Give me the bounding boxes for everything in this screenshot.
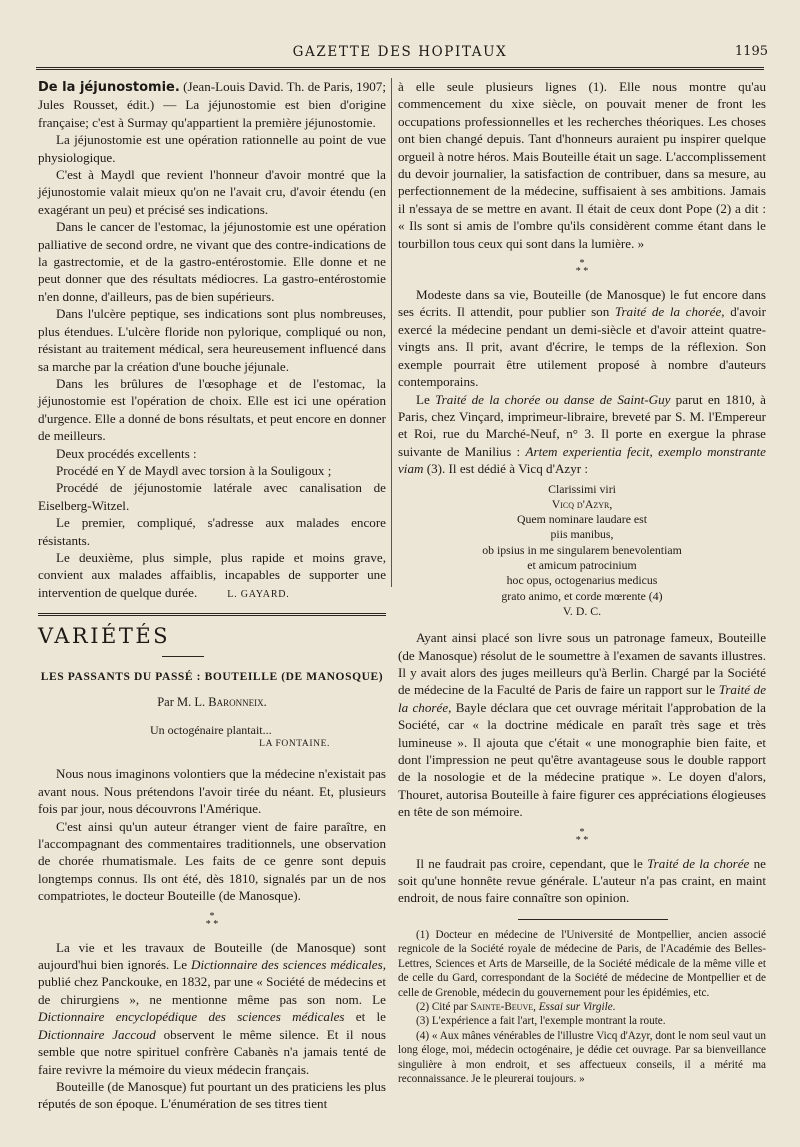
paragraph: C'est à Maydl que revient l'honneur d'avoir montré que la jéjunostomie valait mieux qu'on ne l'avait cru, d'avoir étendu (en exagérant un peu) et précisé ses indications. — [38, 167, 386, 217]
dedication-line: Clarissimi viri — [548, 481, 616, 496]
text: Il ne faudrait pas croire, cependant, que le — [416, 855, 648, 871]
dedication-line: ob ipsius in me singularem benevolentiam — [482, 542, 682, 557]
dedication-line: Quem nominare laudare est — [516, 512, 648, 527]
header-rule — [36, 67, 764, 70]
paragraph — [398, 286, 766, 390]
text: ne soit qu'une honnête revue générale. L'auteur n'a pas craint, en maint endroit, de nous faire connaître son opinion. — [398, 855, 766, 906]
text: , — [533, 1000, 539, 1013]
dedication-line: hoc opus, octogenarius medicus — [506, 573, 658, 588]
text: . — [612, 1000, 616, 1013]
author-name: Baronneix. — [208, 695, 267, 709]
paragraph: Procédé en Y de Maydl avec torsion à la Souligoux ; — [56, 462, 332, 478]
dedication-line: Vicq d'Azyr, — [551, 496, 613, 511]
footnote: (4) « Aux mânes vénérables de l'illustre Vicq d'Azyr, dont le nom seul vaut un long éloge, moi, médecin octogénaire, je dédie cet ouvrage. Par sa bienveillance singulière à mon endroit, et ses affectueux conseils, il a mérité ma reconnaissance. Je le pleurerai toujours. » — [398, 1029, 766, 1085]
paragraph — [38, 939, 386, 1078]
paragraph: Nous nous imaginons volontiers que la médecine n'existait pas avant nous. Nous prétendons l'avoir tirée du néant. Et, plusieurs fois par jour, nous découvrons l'Amérique. — [38, 766, 386, 817]
latin-quote: Artem experientia fecit, exemplo monstrante viam — [398, 443, 766, 477]
text: Le — [416, 391, 436, 407]
paragraph: C'est ainsi qu'un auteur étranger vient de faire paraître, en l'accompagnant des commentaires traditionnels, une observation de chorée rhumatismale. Les faits de ce genre sont depuis longtemps connus. Ils ont été, dès 1810, signalés par un de nos compatriotes, le docteur Bouteille (de Manosque). — [38, 818, 386, 904]
book-title: Traité de la chorée ou danse de Saint-Guy — [435, 391, 671, 407]
lead-citation: (Jean-Louis David. Th. de Paris, 1907; Jules Rousset, édit.) — La jéjunostomie est bien d'origine française; c'est à Surmay qu'appartient la première jéjunostomie. — [38, 79, 386, 130]
section-stars: * * * — [205, 910, 219, 930]
book-title: Dictionnaire des sciences médicales — [191, 957, 383, 973]
text: , publié chez Panckouke, en 1832, par une « Société de médecins et de chirurgiens », ne mentionne même pas son nom. Le — [38, 957, 386, 1007]
paragraph: La jéjunostomie est une opération rationnelle au point de vue physiologique. — [38, 132, 386, 165]
paragraph: Deux procédés excellents : — [56, 445, 197, 461]
text: observent le même silence. Et il nous semble que notre spirituel confrère Cabanès n'a jamais tenté de faire revivre la mémoire du vieux médecin français. — [38, 1026, 386, 1077]
text: La vie et les travaux de Bouteille (de Manosque) sont aujourd'hui bien ignorés. Le — [38, 939, 386, 973]
page-number: 1195 — [734, 44, 768, 59]
paragraph — [398, 391, 766, 478]
lead-paragraph — [38, 78, 386, 131]
text: (3). Il est dédié à Vicq d'Azyr : — [423, 461, 589, 477]
book-title: Essai sur Virgile — [538, 1000, 613, 1013]
epigraph-source: LA FONTAINE. — [259, 739, 330, 750]
epigraph-line: Un octogénaire plantait... — [150, 723, 272, 738]
book-title: Traité de la chorée — [398, 682, 767, 715]
book-title: Dictionnaire Jaccoud — [38, 1026, 156, 1042]
paragraph: à elle seule plusieurs lignes (1). Elle nous montre qu'au commencement du xixe siècle, on pouvait mener de front les occupations professionnelles et les recherches théoriques. Les choses ont bien changé depuis. Tant d'honneurs auraient pu inspirer quelque orgueil à notre héros. Mais Bouteille était un sage. L'accomplissement du devoir journalier, la satisfaction de contribuer, dans sa mesure, au perfectionnement de la médecine, suffisaient à ses ambitions. Jamais il n'essaya de se mettre en avant. Il était de ceux dont Pope (2) a dit : « Ils sont si amis de l'ombre qu'ils considèrent comme étant dans le tourbillon tous ceux qui sont dans la lumière. » — [398, 79, 766, 251]
text: , d'avoir exercé la médecine pendant un demi-siècle et d'avoir atteint quatre-vingts ans. Il prit, avant d'écrire, le temps de la réflexion. Son exemple pourrait être utilement proposé à nombre d'auteurs contemporains. — [398, 304, 766, 390]
dedication-line: grato animo, et corde mœrente (4) — [501, 588, 663, 603]
dedication-line: et amicum patrocinium — [527, 558, 637, 573]
footnote: (1) Docteur en médecine de l'Université de Montpellier, ancien associé regnicole de la Société royale de médecine de Paris, de l'Académie des Belles-Lettres, Sciences et Arts de Marseille, de la Société médicale de la même ville et de celle du Gard, correspondant de la Société de médecine de Montpellier et de celle de Grenoble, médecin du gouvernement pour les épidémies, etc. — [398, 928, 766, 999]
section-stars: * * * — [575, 258, 589, 278]
paragraph: Le premier, compliqué, s'adresse aux malades encore résistants. — [38, 515, 386, 548]
section-stars: * * * — [575, 826, 589, 846]
author-name: Sainte-Beuve — [470, 1000, 534, 1013]
book-title: Dictionnaire encyclopédique des sciences médicales — [38, 1009, 345, 1025]
signature: L. GAYARD. — [227, 588, 290, 600]
section-title: VARIÉTÉS — [38, 624, 171, 649]
paragraph — [398, 629, 766, 820]
paragraph — [38, 549, 386, 603]
footnote: (3) L'expérience a fait l'art, l'exemple montrant la route. — [416, 1015, 666, 1028]
paragraph: Procédé de jéjunostomie latérale avec canalisation de Eiselberg-Witzel. — [38, 480, 386, 513]
book-title: Traité de la chorée — [647, 855, 750, 871]
text: Ayant ainsi placé son livre sous un patronage fameux, Bouteille (de Manosque) résolut de le soumettre à l'examen de savants illustres. Il y avait alors des juges meilleurs qu'à Berlin. Chargé par la Société de médecine de la Faculté de Paris de faire un rapport sur le — [398, 630, 766, 698]
paragraph: Dans l'ulcère peptique, ses indications sont plus nombreuses, plus étendues. L'ulcère floride non pylorique, compliqué ou non, résistant au traitement médical, sera heureusement influencé dans sa marche par la création d'une bouche jéjunale. — [38, 306, 386, 374]
paragraph: Dans les brûlures de l'œsophage et de l'estomac, la jéjunostomie est l'opération de choix. Elle est ici une opération d'urgence. Elle a donné de bons résultats, et peut encore en donner de meilleurs. — [38, 375, 386, 444]
dedication-line: V. D. C. — [562, 603, 602, 618]
dedication-line: piis manibus, — [550, 527, 614, 542]
paragraph: Bouteille (de Manosque) fut pourtant un des praticiens les plus réputés de son époque. L'énumération de ses titres tient — [38, 1078, 386, 1112]
right-column — [398, 78, 766, 1086]
dedication — [398, 482, 766, 620]
byline-prefix: Par M. L. — [157, 695, 209, 709]
paragraph-text: Le deuxième, plus simple, plus rapide et moins grave, convient aux malades affaiblis, incapables de supporter une intervention de quelque durée. — [38, 549, 386, 600]
paragraph: Dans le cancer de l'estomac, la jéjunostomie est une opération palliative de second ordre, ne vivant que des contre-indications de la gastrectomie, et de la gastro-entérostomie. Elle donne et ne peut donner que des résultats médiocres. La gastro-entérostomie n'en donne, d'ailleurs, pas de bien supérieurs. — [38, 219, 386, 304]
epigraph — [150, 723, 386, 751]
text: et le — [344, 1009, 386, 1025]
text: (2) Cité par — [416, 1000, 471, 1013]
text: , Bayle déclara que cet ouvrage méritait l'approbation de la Société, car « la doctrine médicale en paraît très sage et très lumineuse ». Il ajouta que c'était « une monographie bien faite, et dont l'impression ne peut qu'être avantageuse sous le double rapport de la nosologie et de la médecine pratique ». Le doyen d'alors, Thouret, autorisa Bouteille à faire figurer ces appréciations élogieuses en tête de son mémoire. — [398, 699, 766, 820]
footnote — [398, 1000, 766, 1014]
paragraph — [398, 855, 766, 907]
section-rule — [38, 613, 386, 616]
text: parut en 1810, à Paris, chez Vinçard, imprimeur-libraire, breveté par S. M. l'Empereur et Roi, rue du Marché-Neuf, n° 3. Il porte en exergue la phrase suivante de Manilius : — [398, 391, 766, 459]
book-title: Traité de la chorée — [614, 304, 722, 320]
running-title: GAZETTE DES HOPITAUX — [292, 44, 508, 60]
short-rule — [162, 656, 204, 657]
column-divider — [391, 78, 392, 587]
text: Modeste dans sa vie, Bouteille (de Manosque) le fut encore dans ses écrits. Il attendit, pour publier son — [398, 287, 766, 320]
footnote-rule — [518, 919, 668, 920]
running-head — [0, 44, 800, 64]
left-column — [38, 78, 386, 1113]
lead-title: De la jéjunostomie. — [38, 80, 180, 95]
article-title: LES PASSANTS DU PASSÉ : BOUTEILLE (DE MANOSQUE) — [40, 670, 384, 683]
byline — [38, 694, 386, 711]
